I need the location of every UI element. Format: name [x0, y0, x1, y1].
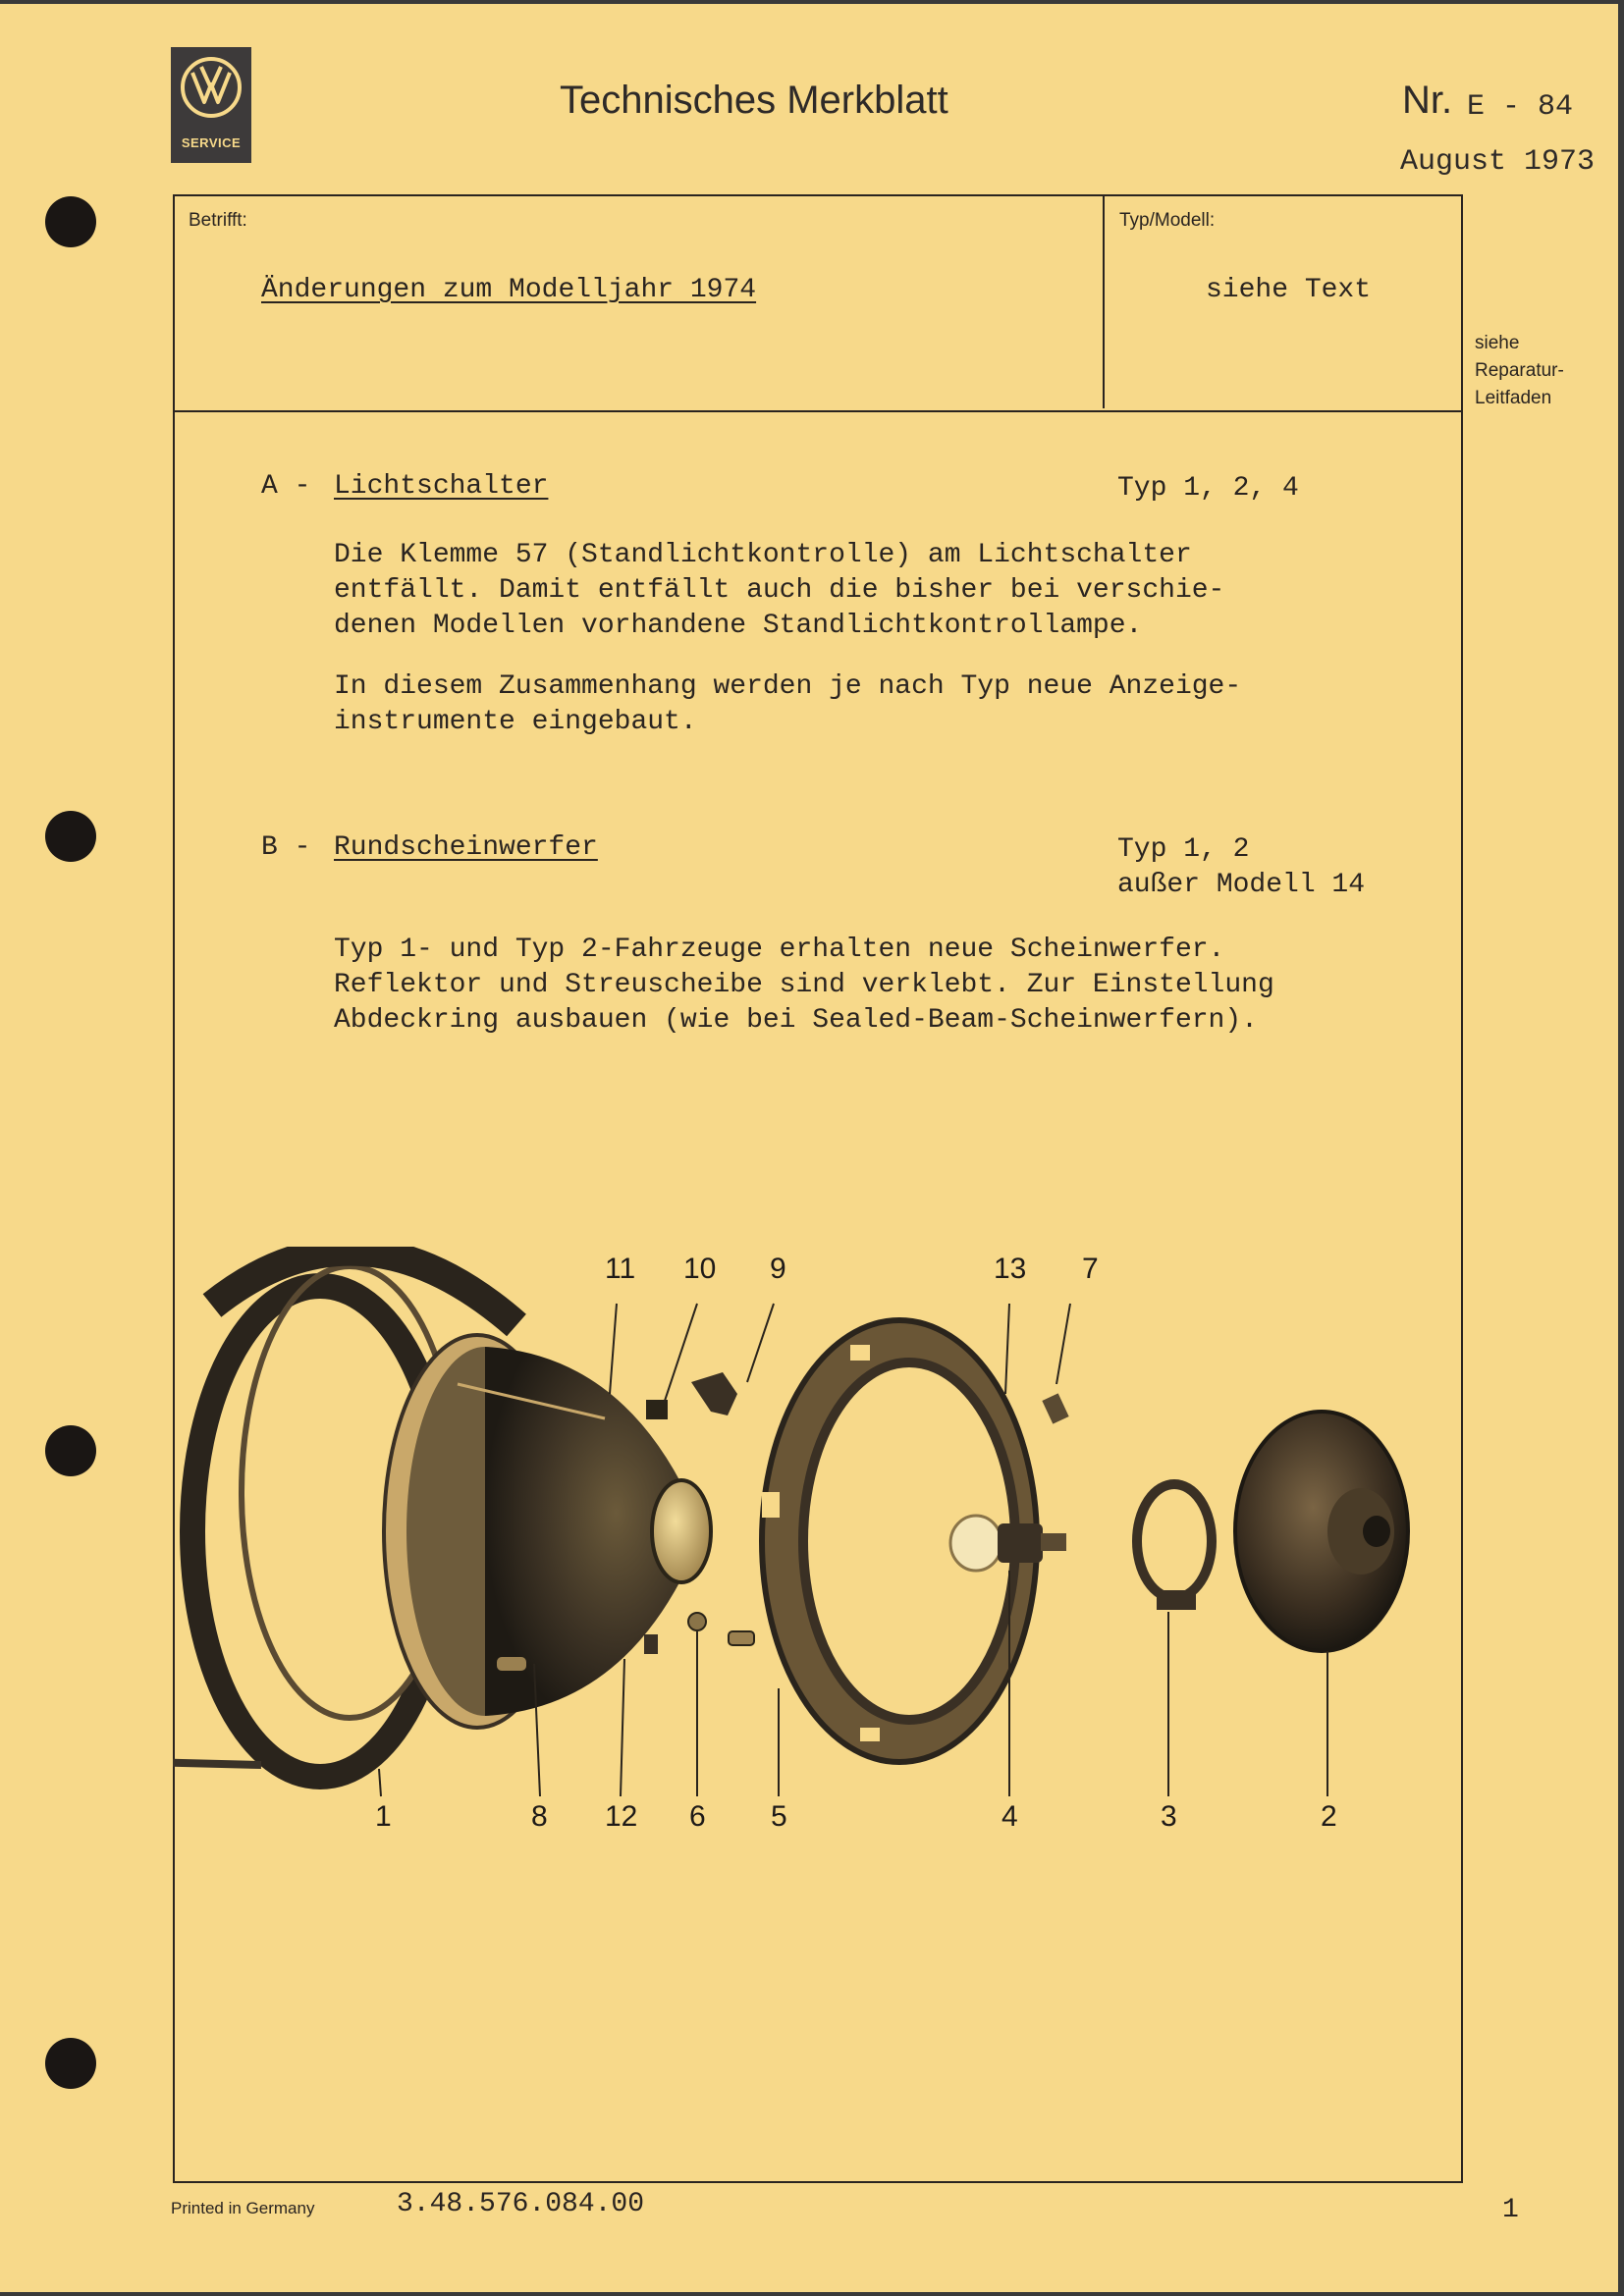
- headlight-exploded-view: [173, 1247, 1449, 1875]
- callout-label: 4: [1001, 1800, 1018, 1833]
- paragraph-line: Abdeckring ausbauen (wie bei Sealed-Beam-Scheinwerfern).: [334, 1005, 1258, 1036]
- callout-label: 6: [689, 1800, 706, 1833]
- paragraph-line: In diesem Zusammenhang werden je nach Typ neue Anzeige-: [334, 671, 1242, 702]
- side-note-line: siehe: [1475, 333, 1520, 353]
- rear-cover: [1235, 1412, 1408, 1651]
- callout-label: 11: [605, 1253, 636, 1285]
- bulb: [950, 1516, 1066, 1571]
- logo-service-text: SERVICE: [181, 135, 242, 150]
- section-a-prefix: A -: [261, 471, 311, 502]
- paragraph-line: Typ 1- und Typ 2-Fahrzeuge erhalten neue Scheinwerfer.: [334, 934, 1225, 965]
- callout-label: 12: [605, 1800, 638, 1833]
- callout-label: 1: [375, 1800, 392, 1833]
- paragraph-line: denen Modellen vorhandene Standlichtkontrollampe.: [334, 611, 1143, 641]
- section-b-type: außer Modell 14: [1117, 870, 1366, 900]
- page-title: Technisches Merkblatt: [560, 79, 948, 122]
- vw-logo-icon: [179, 55, 244, 120]
- vw-service-logo: [171, 47, 251, 163]
- callout-label: 5: [771, 1800, 787, 1833]
- section-a-heading: Lichtschalter: [334, 471, 549, 502]
- callout-label: 3: [1161, 1800, 1177, 1833]
- paragraph-line: entfällt. Damit entfällt auch die bisher bei verschie-: [334, 575, 1225, 606]
- typ-divider: [1103, 194, 1105, 408]
- clip-part: [691, 1372, 737, 1415]
- top-edge: [0, 0, 1624, 4]
- section-b-paragraph: [334, 933, 1274, 1039]
- callout-label: 2: [1321, 1800, 1337, 1833]
- document-code: 3.48.576.084.00: [397, 2189, 645, 2219]
- punch-hole: [45, 1425, 96, 1476]
- page-number: 1: [1502, 2195, 1519, 2225]
- callout-label: 13: [994, 1253, 1027, 1285]
- betrifft-label: Betrifft:: [189, 210, 247, 231]
- paragraph-line: Die Klemme 57 (Standlichtkontrolle) am Lichtschalter: [334, 540, 1192, 570]
- nr-value: E - 84: [1467, 90, 1574, 124]
- section-a-types: Typ 1, 2, 4: [1117, 473, 1299, 504]
- callout-label: 10: [683, 1253, 717, 1285]
- betrifft-value: Änderungen zum Modelljahr 1974: [261, 275, 757, 305]
- bottom-edge: [0, 2292, 1624, 2296]
- callout-label: 9: [770, 1253, 786, 1285]
- section-a-paragraph: [334, 669, 1241, 740]
- callout-label: 7: [1082, 1253, 1099, 1285]
- small-bulb-part: [688, 1613, 706, 1630]
- section-b-prefix: B -: [261, 832, 311, 863]
- paragraph-line: instrumente eingebaut.: [334, 707, 697, 737]
- right-edge: [1618, 0, 1624, 2296]
- parking-bulb: [729, 1631, 754, 1645]
- reflector-lens-unit: [384, 1335, 711, 1728]
- paragraph-line: Reflektor und Streuscheibe sind verklebt. Zur Einstellung: [334, 970, 1274, 1000]
- nr-label: Nr.: [1402, 79, 1453, 122]
- issue-date: August 1973: [1400, 145, 1596, 179]
- printed-in-germany: Printed in Germany: [171, 2199, 315, 2217]
- callout-label: 8: [531, 1800, 548, 1833]
- side-note: [1475, 330, 1564, 412]
- punch-hole: [45, 196, 96, 247]
- tab-part: [1042, 1393, 1068, 1423]
- side-note-line: Reparatur-: [1475, 360, 1564, 381]
- punch-hole: [45, 811, 96, 862]
- section-b-heading: Rundscheinwerfer: [334, 832, 598, 863]
- section-b-type: Typ 1, 2: [1117, 834, 1250, 865]
- typ-value: siehe Text: [1206, 275, 1372, 305]
- side-note-line: Leitfaden: [1475, 388, 1552, 408]
- typ-label: Typ/Modell:: [1119, 210, 1216, 231]
- section-a-paragraph: [334, 538, 1224, 644]
- bulb-holder: [1137, 1484, 1212, 1610]
- punch-hole: [45, 2038, 96, 2089]
